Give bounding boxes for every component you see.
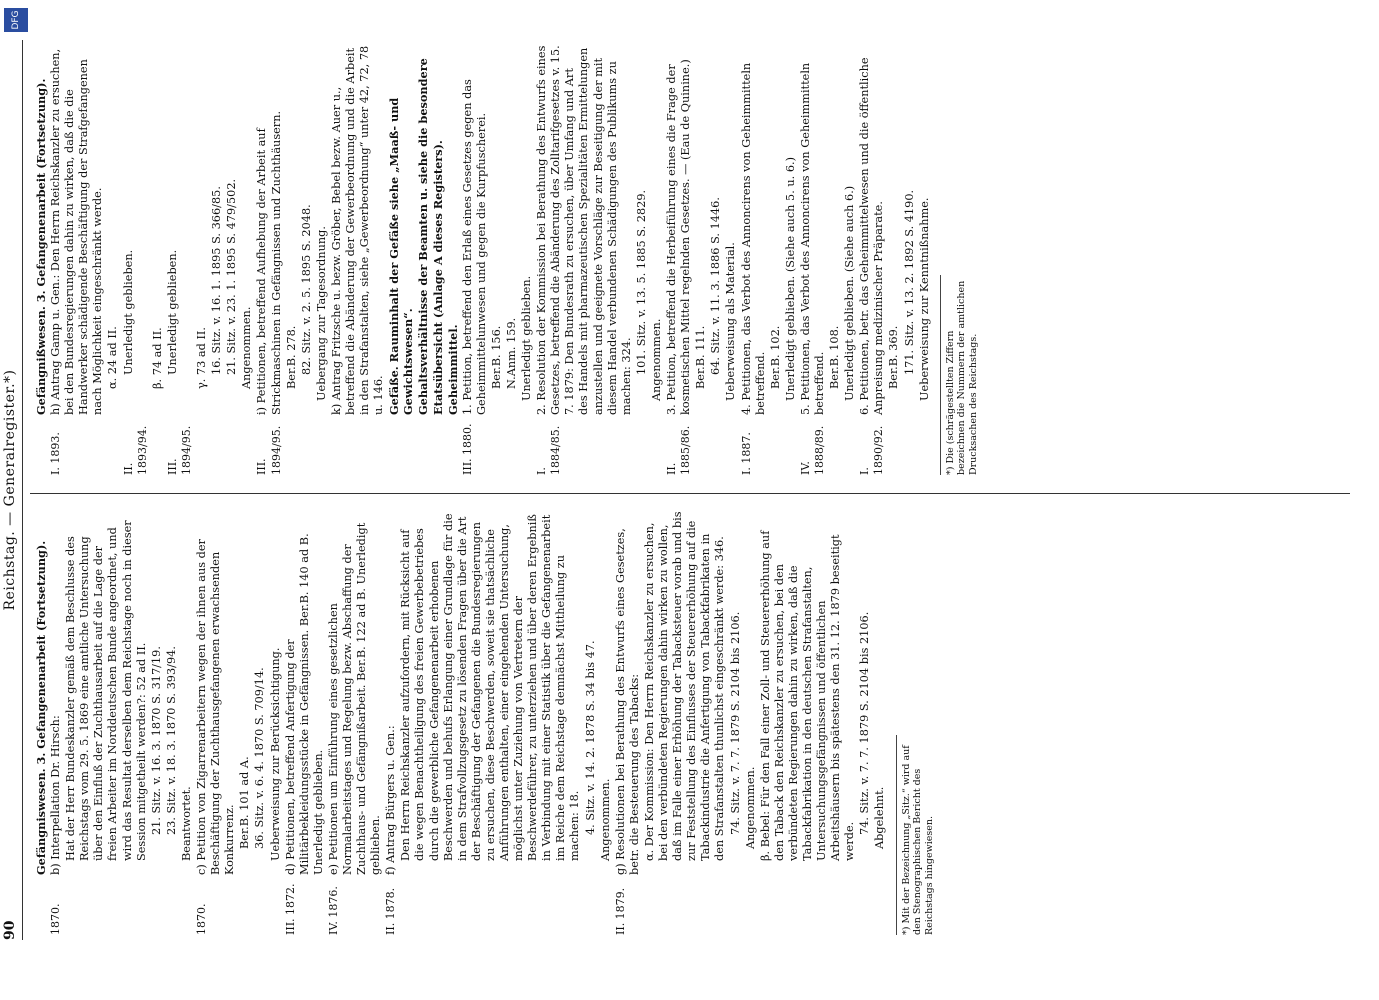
register-entry	[873, 510, 887, 935]
register-entry	[180, 510, 194, 935]
entry-text: Ber.B. 369.	[887, 325, 901, 389]
session-year-label	[225, 415, 239, 475]
session-year-label: II. 1879.	[613, 887, 627, 935]
session-year-label	[520, 415, 534, 475]
register-entry	[744, 510, 758, 935]
session-year-label: 1870.	[49, 903, 63, 935]
session-year-label	[106, 415, 120, 475]
session-year-label	[724, 415, 738, 475]
session-year-label	[858, 875, 872, 935]
page-header	[2, 40, 24, 940]
register-entry	[903, 45, 917, 475]
entry-text: 74. Sitz. v. 7. 7. 1879 S. 2104 bis 2106.	[858, 611, 872, 835]
entry-text: i) Petitionen, betreffend Aufhebung der Arbeit auf Strickmaschinen in Gefängnissen und Zuchthäusern.	[255, 110, 283, 415]
session-year-label	[210, 415, 224, 475]
entry-text: g) Resolutionen bei Berathung des Entwurfs eines Gesetzes, betr. die Besteuerung des Tabacks:	[613, 528, 641, 875]
register-entry	[694, 45, 708, 475]
session-year-label: II. 1878.	[384, 887, 398, 935]
entry-text: Unerledigt geblieben. (Siehe auch 5. u. 6.)	[783, 156, 797, 401]
session-year-label	[330, 415, 386, 475]
entry-text: b) Interpellation Dr. Hirsch:	[49, 715, 63, 875]
entry-text: β. 74 ad II.	[150, 327, 164, 389]
register-entry	[253, 510, 267, 935]
register-entry	[828, 45, 842, 475]
register-entry	[887, 45, 901, 475]
session-year-label	[285, 415, 299, 475]
session-year-label	[253, 875, 267, 935]
section-heading: Gehaltsverhältnisse der Beamten u. siehe die besondere Etatsübersicht (Anlage A dieses Registers).	[416, 58, 445, 415]
entry-text: 4. Petitionen, das Verbot des Annoncirens von Geheimmitteln betreffend.	[739, 62, 767, 415]
register-entry	[490, 45, 504, 475]
session-year-label: III. 1894/95.	[255, 425, 283, 475]
register-entry	[759, 510, 858, 935]
register-entry	[269, 510, 283, 935]
entry-text: Angenommen.	[649, 318, 663, 401]
session-year-label	[446, 415, 460, 475]
register-entry	[535, 45, 634, 475]
entry-text: 6. Petitionen, betr. das Geheimmittelwesen und die öffentliche Anpreisung medizinischer Präparate.	[858, 57, 886, 415]
session-year-label	[34, 875, 48, 935]
register-entry	[387, 45, 415, 475]
session-year-label	[599, 875, 613, 935]
entry-text: β. Bebel: Für den Fall einer Zoll- und Steuererhöhung auf den Taback den Reichskanzler zu ersuchen, bei den verbündeten Regierungen dahin zu wirken, daß die Tabackfabrikation in den deutschen Strafanstalten, Untersuchungsgefängnissen und öffentlichen Arbeitshäusern bis spätestens den 31. 12. 1879 beseitigt werde.	[758, 530, 857, 861]
entry-text: Ber.B. 101 ad A.	[238, 756, 252, 849]
entry-text: Angenommen.	[240, 306, 254, 389]
entry-text: Ueberweisung zur Kenntnißnahme.	[917, 197, 931, 401]
register-entry	[195, 45, 209, 475]
session-year-label	[584, 875, 598, 935]
register-entry	[858, 45, 886, 475]
footnote: *) Mit der Bezeichnung „Sitz.“ wird auf den Stenographischen Bericht des Reichstags hingewiesen.	[896, 735, 936, 935]
entry-text: 4. Sitz. v. 14. 2. 1878 S. 34 bis 47.	[583, 640, 597, 835]
session-year-label	[784, 415, 798, 475]
register-entry	[327, 510, 383, 935]
session-year-label	[34, 415, 48, 475]
entry-text: Den Herrn Reichskanzler aufzufordern, mit Rücksicht auf die wegen Benachtheiligung des freien Gewerbebetriebes durch die gewerbliche Gefangenenarbeit erhobenen Beschwerden und behufs Erlangung einer Grundlage für die in dem Strafvollzugsgesetz zu lösenden Fragen über die Art der Beschäftigung der Gefangenen die Bundesregierungen zu ersuchen, diese Beschwerden, soweit sie thatsächliche Anführungen enthalten, einer eingehenden Untersuchung, möglichst unter Zuziehung von Vertretern der Beschwerdeführer, zu unterziehen und über deren Ergebniß in Verbindung mit einer Statistik über die Gefangenenarbeit im Reiche dem Reichstage demnächst Mittheilung zu machen: 18.	[399, 513, 582, 861]
register-entry	[446, 45, 460, 475]
section-heading: Geheimmittel.	[445, 324, 460, 415]
session-year-label: IV. 1876.	[326, 886, 340, 935]
entry-text: Ber.B. 102.	[768, 325, 782, 389]
entry-text: 21. Sitz. v. 23. 1. 1895 S. 479/502.	[225, 178, 239, 375]
register-entry	[843, 45, 857, 475]
register-entry	[740, 45, 768, 475]
entry-text: Ber.B. 278.	[284, 325, 298, 389]
session-year-label	[505, 415, 519, 475]
right-column	[34, 45, 979, 475]
section-heading: Gefängnißwesen. 3. Gefangenenarbeit (Fortsetzung).	[34, 78, 48, 415]
entry-text: Unerledigt geblieben.	[520, 275, 534, 401]
entry-text: α. 24 ad II.	[106, 326, 120, 389]
register-entry	[858, 510, 872, 935]
session-year-label	[643, 875, 728, 935]
session-year-label	[709, 415, 723, 475]
register-entry	[665, 45, 693, 475]
entry-text: 64. Sitz. v. 11. 3. 1886 S. 1446.	[709, 197, 723, 375]
session-year-label: I. 1893.	[49, 432, 63, 475]
session-year-label	[490, 415, 504, 475]
register-entry	[106, 45, 120, 475]
footnote: *) Die (schrägestellten Ziffern bezeichnen die Nummern der amtlichen Drucksachen des Reichstags.	[940, 275, 980, 475]
register-entry	[166, 45, 194, 475]
session-year-label	[195, 415, 209, 475]
session-year-label	[180, 875, 194, 935]
register-entry	[122, 45, 150, 475]
session-year-label	[165, 875, 179, 935]
session-year-label	[873, 875, 887, 935]
entry-text: 1. Petition, betreffend den Erlaß eines Gesetzes gegen das Geheimmittelunwesen und gegen die Kurpfuscherei.	[460, 79, 488, 415]
register-entry	[799, 45, 827, 475]
entry-text: 36. Sitz. v. 6. 4. 1870 S. 709/14.	[253, 667, 267, 849]
entry-text: Ber.B. 111.	[694, 325, 708, 389]
entry-text: N.Anm. 159.	[505, 317, 518, 389]
register-entry	[784, 45, 798, 475]
session-year-label	[387, 415, 415, 475]
register-entry	[650, 45, 664, 475]
session-year-label: III. 1872.	[283, 883, 297, 935]
register-entry	[769, 45, 783, 475]
session-year-label	[769, 415, 783, 475]
entry-text: Ber.B. 156.	[489, 325, 503, 389]
session-year-label	[744, 875, 758, 935]
column-divider	[30, 493, 1350, 494]
entry-text: Unerledigt geblieben.	[165, 249, 179, 375]
entry-text: γ. 73 ad II.	[195, 327, 209, 389]
register-entry	[724, 45, 738, 475]
entry-text: 82. Sitz. v. 2. 5. 1895 S. 2048.	[299, 204, 313, 375]
session-year-label	[150, 875, 164, 935]
session-year-label	[650, 415, 664, 475]
entry-text: Hat der Herr Bundeskanzler gemäß dem Beschlusse des Reichstags vom 29. 5. 1869 eine amtliche Untersuchung über den Einfluß der Zuchthausarbeit auf die Lage der freien Arbeiter im Norddeutschen Bunde angeordnet, und wird das Resultat derselben dem Reichstage noch in dieser Session mitgetheilt werden?: 52 ad II.	[64, 520, 148, 861]
session-year-label: III. 1880.	[460, 423, 474, 475]
session-year-label	[843, 415, 857, 475]
session-year-label	[729, 875, 743, 935]
entry-text: Unerledigt geblieben. (Siehe auch 6.)	[843, 185, 857, 401]
session-year-label	[416, 415, 444, 475]
register-entry	[416, 45, 444, 475]
register-entry	[150, 510, 164, 935]
entry-text: f) Antrag Bürgers u. Gen.:	[384, 725, 398, 875]
entry-text: k) Antrag Fritzsche u. bezw. Gröber, Bebel bezw. Auer u., betreffend die Abänderung der Gewerbeordnung und die Arbeit in den Strafanstalten, siehe „Gewerbeordnung“ unter 42, 72, 78 u. 146.	[329, 45, 386, 415]
session-year-label: IV. 1888/89.	[798, 425, 826, 475]
section-heading: Gefängniswesen. 3. Gefangenenarbeit (Fortsetzung).	[34, 540, 48, 875]
entry-text: Uebergang zur Tagesordnung.	[314, 226, 328, 401]
entry-text: c) Petition von Zigarrenarbeitern wegen der ihnen aus der Beschäftigung der Zuchthausgefangenen erwachsenden Konkurrenz.	[195, 539, 237, 875]
entry-text: e) Petitionen um Einführung eines gesetzlichen Normalarbeitstages und Regelung bezw. Abschaffung der Zuchthaus- und Gefängnißarbeit. Ber.B. 122 ad B. Unerledigt geblieben.	[326, 522, 383, 875]
session-year-label: II. 1885/86.	[665, 425, 693, 475]
entry-text: Beantwortet.	[179, 786, 193, 861]
entry-text: Abgelehnt.	[873, 786, 887, 849]
entry-text: 21. Sitz. v. 16. 3. 1870 S. 317/19.	[149, 646, 163, 835]
entry-text: d) Petitionen, betreffend Anfertigung der Militärbekleidungsstücke in Gefängnissen. Ber.B. 140 ad B. Unerledigt geblieben.	[283, 533, 325, 875]
entry-text: Unerledigt geblieben.	[121, 249, 135, 375]
entry-text: Ber.B. 108.	[828, 325, 842, 389]
session-year-label	[269, 875, 283, 935]
header-rule	[22, 40, 23, 940]
running-head: Reichstag. — Generalregister.*)	[2, 369, 18, 611]
session-year-label	[918, 415, 932, 475]
session-year-label	[151, 415, 165, 475]
register-entry	[520, 45, 534, 475]
session-year-label	[240, 415, 254, 475]
session-year-label	[903, 415, 917, 475]
register-entry	[238, 510, 252, 935]
session-year-label	[694, 415, 708, 475]
register-entry	[584, 510, 598, 935]
digitization-note	[40, 0, 54, 40]
register-entry	[49, 510, 63, 935]
register-entry	[709, 45, 723, 475]
entry-text: 5. Petitionen, das Verbot des Annoncirens von Geheimmitteln betreffend.	[798, 62, 826, 415]
register-entry	[505, 45, 519, 475]
register-entry	[614, 510, 642, 935]
session-year-label	[828, 415, 842, 475]
dfg-logo: DFG	[4, 8, 28, 32]
register-entry	[330, 45, 386, 475]
register-entry	[34, 45, 48, 475]
entry-text: Ueberweisung zur Berücksichtigung.	[268, 647, 282, 861]
session-year-label: I. 1887.	[739, 432, 753, 475]
register-entry	[300, 45, 314, 475]
register-entry	[729, 510, 743, 935]
register-entry	[284, 510, 326, 935]
register-entry	[285, 45, 299, 475]
entry-text: Angenommen.	[743, 766, 757, 849]
entry-text: 23. Sitz. v. 18. 3. 1870 S. 393/94.	[164, 646, 178, 835]
register-entry	[34, 510, 48, 935]
register-entry	[461, 45, 489, 475]
register-entry	[399, 510, 582, 935]
section-heading: Gefäße. Rauminhalt der Gefäße siehe „Maaß- und Gewichtswesen“.	[387, 97, 416, 415]
register-entry	[195, 510, 237, 935]
register-entry	[643, 510, 728, 935]
entry-text: 2. Resolution der Kommission bei Berathung des Entwurfs eines Gesetzes, betreffend die Abänderung des Zolltarifgesetzes v. 15. 7. 1879: Den Bundesrath zu ersuchen, über Umfang und Art des Handels mit pharmazeutischen Spezialitäten Ermittelungen anzustellen und geeignete Vorschläge zur Beseitigung der mit diesem Handel verbundenen Schädigungen des Publikums zu machen: 324.	[535, 45, 633, 415]
session-year-label	[64, 875, 149, 935]
session-year-label	[759, 875, 858, 935]
entry-text: α. Der Kommission: Den Herrn Reichskanzler zu ersuchen, bei den verbündeten Regierungen dahin wirken zu wollen, daß im Falle einer Erhöhung der Tabacksteuer vorab und bis zur Feststellung des Einflusses der Steuererhöhung auf die Tabackindustrie die Anfertigung von Tabackfabrikaten in den Strafanstalten thunlichst eingeschränkt werde: 346.	[642, 511, 727, 861]
entry-text: 171. Sitz. v. 13. 2. 1892 S. 4190.	[902, 189, 916, 375]
register-entry	[64, 510, 149, 935]
session-year-label	[635, 415, 649, 475]
session-year-label: III. 1894/95.	[165, 425, 193, 475]
session-year-label: I. 1884/85.	[535, 425, 563, 475]
session-year-label	[300, 415, 314, 475]
register-entry	[918, 45, 932, 475]
register-entry	[49, 45, 105, 475]
session-year-label: I. 1890/92.	[858, 425, 886, 475]
register-entry	[165, 510, 179, 935]
register-entry	[240, 45, 254, 475]
session-year-label	[238, 875, 252, 935]
register-entry	[384, 510, 398, 935]
session-year-label	[887, 415, 901, 475]
register-entry	[599, 510, 613, 935]
session-year-label: 1870.	[195, 903, 209, 935]
session-year-label	[399, 875, 582, 935]
entry-text: 101. Sitz. v. 13. 5. 1885 S. 2829.	[634, 189, 648, 375]
register-entry	[151, 45, 165, 475]
session-year-label	[315, 415, 329, 475]
entry-text: 16. Sitz. v. 16. 1. 1895 S. 366/85.	[210, 186, 224, 375]
session-year-label: II. 1893/94.	[121, 425, 149, 475]
register-entry	[255, 45, 283, 475]
page-number: 90	[2, 920, 18, 940]
entry-text: h) Antrag Gamp u. Gen.: Den Herrn Reichskanzler zu ersuchen, bei den Bundesregierungen dahin zu wirken, daß die die Handwerker schädigende Beschäftigung der Strafgefangenen nach Möglichkeit eingeschränkt werde.	[49, 48, 105, 415]
entry-text: Angenommen.	[598, 778, 612, 861]
entry-text: Ueberweisung als Material.	[724, 242, 738, 401]
entry-text: 74. Sitz. v. 7. 7. 1879 S. 2104 bis 2106.	[728, 611, 742, 835]
entry-text: 3. Petition, betreffend die Herbeiführung eines die Frage der kosmetischen Mittel regelnden Gesetzes. — (Eau de Quinine.)	[665, 59, 693, 415]
left-column	[34, 510, 935, 935]
register-entry	[635, 45, 649, 475]
register-entry	[225, 45, 239, 475]
register-entry	[210, 45, 224, 475]
register-entry	[315, 45, 329, 475]
